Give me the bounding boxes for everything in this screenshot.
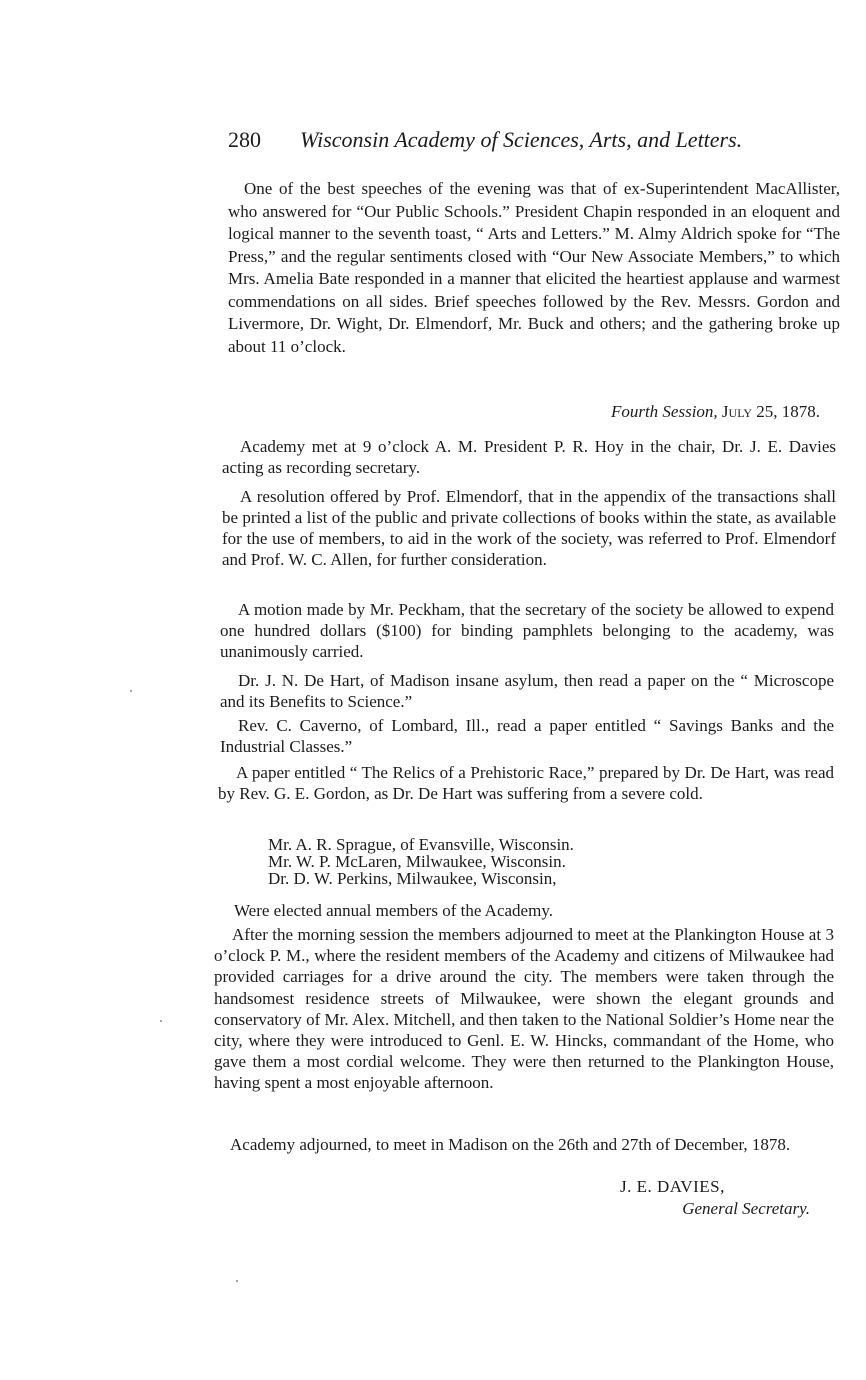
page-number: 280 <box>228 127 261 152</box>
member-entry: Mr. W. P. McLaren, Milwaukee, Wisconsin. <box>268 852 566 871</box>
paragraph-afternoon: After the morning session the members adjourned to meet at the Plankington House at 3 o’clock P. M., where the resident members of the Academy and citizens of Milwaukee had provided carriages for a drive around the city. The members were taken through the handsomest residence streets of Milwaukee, were shown the elegant grounds and conservatory of Mr. Alex. Mitchell, and then taken to the National Soldier’s Home near the city, where they were introduced to Genl. E. W. Hincks, commandant of the Home, who gave them a most cordial welcome. They were then returned to the Plankington House, having spent a most enjoyable afternoon. <box>214 925 834 1093</box>
paragraph-de-hart: Dr. J. N. De Hart, of Madison insane asylum, then read a paper on the “ Microscope and its Benefits to Science.” <box>220 671 834 711</box>
session-name: Fourth Session, <box>610 402 718 421</box>
signatory-name: J. E. DAVIES, <box>620 1177 725 1196</box>
journal-title: Wisconsin Academy of Sciences, Arts, and Letters. <box>300 127 743 152</box>
signature-block <box>560 1176 810 1220</box>
paragraph-motion: A motion made by Mr. Peckham, that the secretary of the society be allowed to expend one hundred dollars ($100) for binding pamphlets belonging to the academy, was unanimously carried. <box>220 600 834 661</box>
running-header <box>228 126 788 154</box>
paragraph-meeting: Academy met at 9 o’clock A. M. President P. R. Hoy in the chair, Dr. J. E. Davies acting as recording secretary. <box>222 437 836 477</box>
print-speck <box>160 1020 162 1022</box>
paragraph-adjourned: Academy adjourned, to meet in Madison on the 26th and 27th of December, 1878. <box>230 1135 791 1154</box>
paragraph-caverno: Rev. C. Caverno, of Lombard, Ill., read a paper entitled “ Savings Banks and the Industrial Classes.” <box>220 716 834 756</box>
session-month: July <box>721 402 752 421</box>
print-speck <box>236 1280 238 1282</box>
signatory-title: General Secretary. <box>682 1199 810 1218</box>
paragraph-elected: Were elected annual members of the Academy. <box>234 901 553 920</box>
member-entry: Mr. A. R. Sprague, of Evansville, Wisconsin. <box>268 835 574 854</box>
session-heading <box>440 401 820 423</box>
member-entry: Dr. D. W. Perkins, Milwaukee, Wisconsin, <box>268 869 557 888</box>
paragraph-resolution: A resolution offered by Prof. Elmendorf, that in the appendix of the transactions shall be printed a list of the public and private collections of books within the state, as available for the use of members, to aid in the work of the society, was referred to Prof. Elmendorf and Prof. W. C. Allen, for further consideration. <box>222 487 836 569</box>
paragraph-banquet: One of the best speeches of the evening was that of ex-Superintendent MacAllister, who answered for “Our Public Schools.” President Chapin responded in an eloquent and logical manner to the seventh toast, “ Arts and Letters.” M. Almy Aldrich spoke for “The Press,” and the regular sentiments closed with “Our New Associate Members,” to which Mrs. Amelia Bate responded in a manner that elicited the heartiest applause and warmest commendations on all sides. Brief speeches followed by the Rev. Messrs. Gordon and Livermore, Dr. Wight, Dr. Elmendorf, Mr. Buck and others; and the gathering broke up about 11 o’clock. <box>228 179 840 356</box>
print-speck <box>130 690 132 692</box>
session-date: 25, 1878. <box>756 402 820 421</box>
paragraph-relics: A paper entitled “ The Relics of a Prehistoric Race,” prepared by Dr. De Hart, was read by Rev. G. E. Gordon, as Dr. De Hart was suffering from a severe cold. <box>218 763 834 803</box>
elected-members-list <box>268 836 574 887</box>
